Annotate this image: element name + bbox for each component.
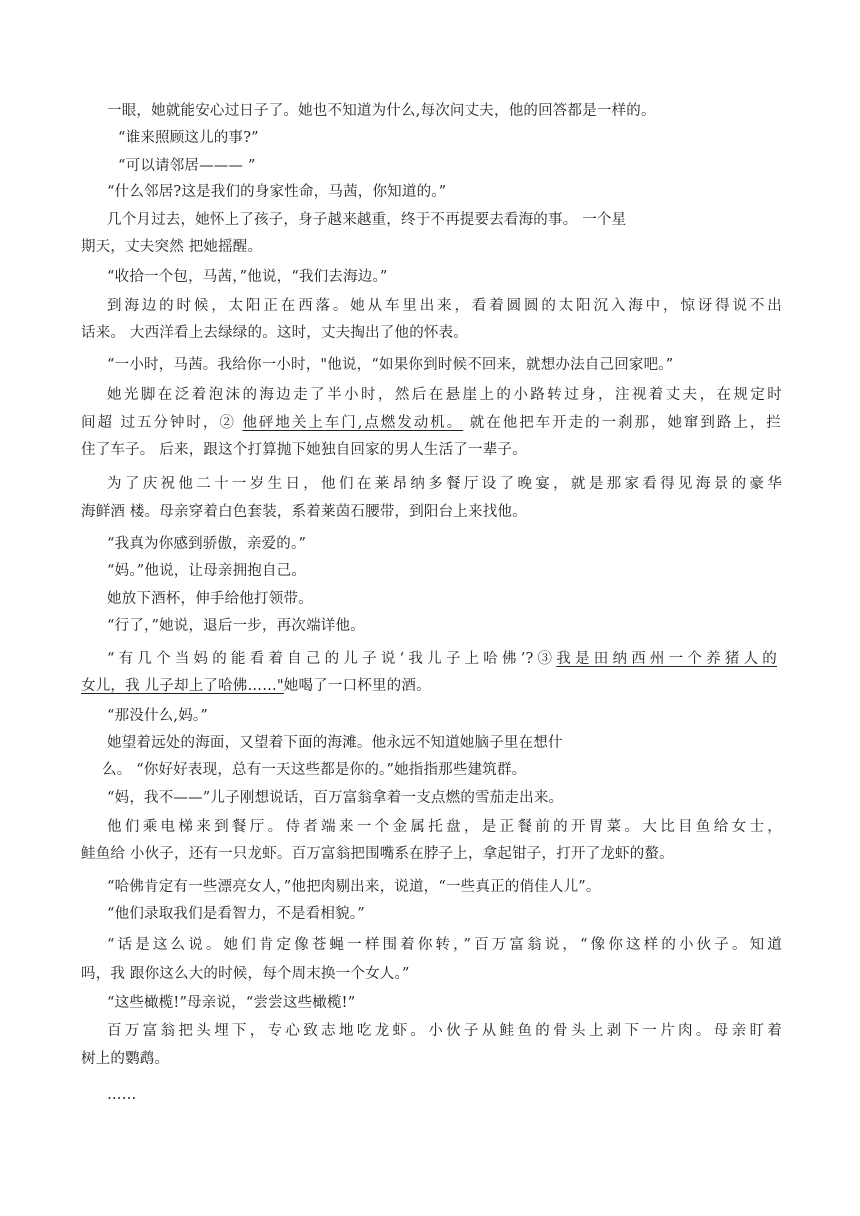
text-segment: “妈，我不——”儿子刚想说话，百万富翁拿着一支点燃的雪茄走出来。 — [107, 790, 564, 806]
text-line — [81, 238, 262, 256]
text-line — [107, 936, 782, 954]
text-line — [107, 590, 313, 608]
text-segment: “这些橄榄!”母亲说，“尝尝这些橄榄!” — [107, 995, 356, 1011]
text-line — [81, 1050, 169, 1068]
text-line — [107, 475, 782, 493]
text-line — [107, 905, 365, 923]
text-segment: …… — [107, 1087, 137, 1103]
text-line — [107, 994, 355, 1012]
text-segment: 几个月过去，她怀上了孩子，身子越来越重，终于不再提要去看海的事。 一个星 — [107, 212, 627, 228]
text-line — [107, 818, 782, 836]
text-line — [107, 650, 777, 668]
text-segment: 鲑鱼给 小伙子，还有一只龙虾。百万富翁把围嘴系在脖子上，拿起钳子，打开了龙虾的螯。 — [81, 846, 674, 862]
text-line — [107, 1086, 136, 1104]
text-line — [81, 965, 410, 983]
text-segment: “一小时，马茜。我给你一小时，"他说，“如果你到时候不回来，就想办法自己回家吧。” — [107, 357, 674, 373]
text-line — [81, 503, 527, 521]
text-line — [107, 268, 388, 286]
underlined-text: 他砰地关上车门,点燃发动机。 — [242, 415, 464, 431]
text-line — [107, 183, 446, 201]
text-segment: “哈佛肯定有一些漂亮女人，”他把肉剔出来，说道，“一些真正的俏佳人儿”。 — [107, 879, 601, 895]
text-line — [107, 617, 365, 635]
text-segment: 间超 过五分钟时，② — [81, 415, 243, 431]
text-segment: “可以请邻居——— ” — [118, 158, 256, 174]
text-segment: 就在他把车开走的一刹那，她窜到路上，拦 — [463, 415, 781, 431]
text-line — [118, 157, 256, 175]
text-line — [81, 324, 468, 342]
text-line — [107, 734, 563, 752]
text-line — [107, 297, 782, 315]
text-line — [81, 677, 431, 695]
text-line — [107, 386, 782, 404]
text-segment: 树上的鹦鹉。 — [81, 1051, 170, 1067]
text-line — [107, 707, 208, 725]
text-segment: 住了车子。 后来，跟这个打算抛下她独自回家的男人生活了一辈子。 — [81, 442, 527, 458]
text-line — [81, 441, 527, 459]
text-segment: 百万富翁把头埋下，专心致志地吃龙虾。小伙子从鲑鱼的骨头上剥下一片肉。母亲盯着 — [107, 1023, 782, 1039]
text-line — [102, 761, 526, 779]
text-segment: “他们录取我们是看智力，不是看相貌。” — [107, 906, 365, 922]
text-segment: “收拾一个包，马茜，”他说，“我们去海边。” — [107, 269, 388, 285]
text-segment: “谁来照顾这儿的事?” — [118, 130, 259, 146]
text-segment: 话来。 大西洋看上去绿绿的。这时，丈夫掏出了他的怀表。 — [81, 325, 469, 341]
text-segment: 期天，丈夫突然 把她摇醒。 — [81, 239, 263, 255]
underlined-text: 女儿，我 儿子却上了哈佛……" — [81, 678, 284, 694]
text-line — [107, 878, 601, 896]
text-segment: “话是这么说。她们肯定像苍蝇一样围着你转，”百万富翁说，“像你这样的小伙子。知道 — [107, 937, 782, 953]
text-line — [107, 535, 306, 553]
text-line — [107, 789, 563, 807]
text-line — [107, 102, 656, 120]
text-segment: “妈。”他说，让母亲拥抱自己。 — [107, 563, 307, 579]
text-line — [107, 1022, 782, 1040]
text-segment: “有几个当妈的能看着自己的儿子说‘我儿子上哈佛’?③ — [107, 651, 557, 667]
text-segment: 她望着远处的海面，又望着下面的海滩。他永远不知道她脑子里在想什 — [107, 735, 563, 751]
text-segment: 吗，我 跟你这么大的时候，每个周末换一个女人。” — [81, 966, 410, 982]
text-segment: “行了，”她说，退后一步，再次端详他。 — [107, 618, 365, 634]
text-segment: 一眼，她就能安心过日子了。她也不知道为什么,每次问丈夫，他的回答都是一样的。 — [107, 103, 656, 119]
text-line — [81, 414, 781, 432]
underlined-text: 我是田纳西州一个养猪人的 — [556, 651, 777, 667]
text-segment: “我真为你感到骄傲，亲爱的。” — [107, 536, 307, 552]
text-segment: 她喝了一口杯里的酒。 — [283, 678, 431, 694]
text-segment: 为了庆祝他二十一岁生日，他们在莱昂纳多餐厅设了晚宴，就是那家看得见海景的豪华 — [107, 476, 782, 492]
text-line — [107, 562, 306, 580]
text-segment: 他们乘电梯来到餐厅。侍者端来一个金属托盘，是正餐前的开胃菜。大比目鱼给女士， — [107, 819, 782, 835]
text-line — [81, 845, 674, 863]
text-segment: 到海边的时候，太阳正在西落。她从车里出来，看着圆圆的太阳沉入海中，惊讶得说不出 — [107, 298, 782, 314]
text-segment: 她放下酒杯，伸手给他打领带。 — [107, 591, 313, 607]
text-segment: 么。 “你好好表现，总有一天这些都是你的。”她指指那些建筑群。 — [102, 762, 527, 778]
text-segment: 海鲜酒 楼。母亲穿着白色套装，系着莱茵石腰带，到阳台上来找他。 — [81, 504, 527, 520]
text-segment: “什么邻居?这是我们的身家性命，马茜，你知道的。” — [107, 184, 447, 200]
text-line — [118, 129, 259, 147]
text-segment: “那没什么,妈。” — [107, 708, 208, 724]
text-line — [107, 356, 673, 374]
text-segment: 她光脚在泛着泡沫的海边走了半小时，然后在悬崖上的小路转过身，注视着丈夫，在规定时 — [107, 387, 782, 403]
text-line — [107, 211, 626, 229]
